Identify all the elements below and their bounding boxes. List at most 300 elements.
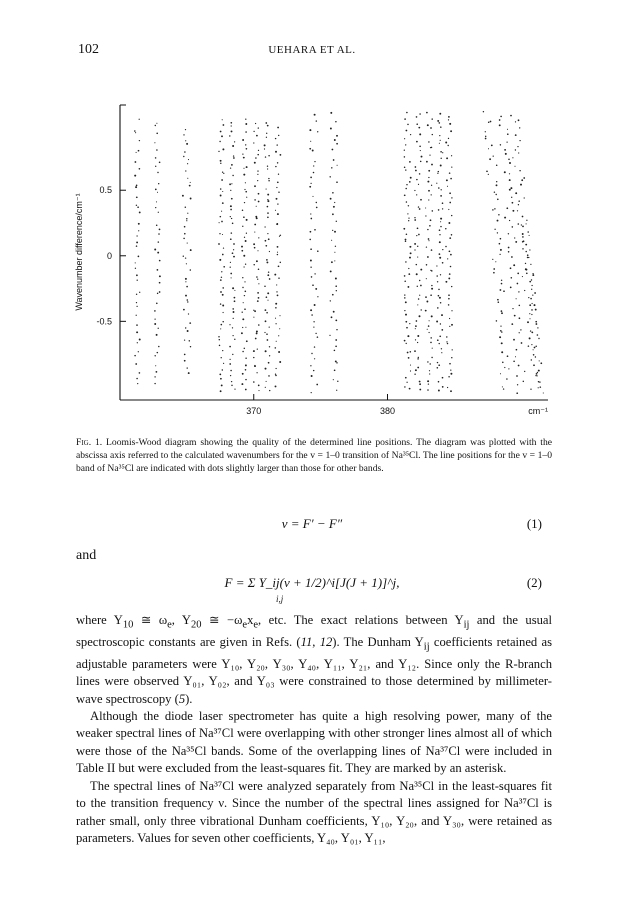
line-position-dot: [405, 188, 407, 190]
line-position-dot: [276, 198, 278, 200]
line-position-dot: [535, 375, 536, 376]
line-position-dot: [219, 233, 220, 234]
line-position-dot: [415, 166, 417, 168]
line-position-dot: [445, 228, 446, 229]
line-position-dot: [317, 296, 318, 297]
line-position-dot: [529, 337, 531, 339]
line-position-dot: [536, 373, 538, 375]
line-position-dot: [335, 121, 336, 122]
line-position-dot: [508, 247, 510, 249]
line-position-dot: [257, 348, 258, 349]
line-position-dot: [156, 201, 157, 202]
line-position-dot: [420, 269, 422, 271]
line-position-dot: [442, 208, 443, 209]
line-position-dot: [524, 197, 525, 198]
line-position-dot: [183, 156, 184, 157]
line-position-dot: [258, 269, 260, 271]
line-position-dot: [242, 226, 243, 227]
line-position-dot: [137, 280, 138, 281]
line-position-dot: [135, 186, 137, 188]
line-position-dot: [253, 381, 255, 383]
line-position-dot: [309, 239, 311, 241]
line-position-dot: [404, 340, 406, 342]
line-position-dot: [244, 295, 245, 296]
line-position-dot: [416, 116, 418, 118]
line-position-dot: [450, 130, 452, 132]
line-position-dot: [335, 278, 337, 280]
line-position-dot: [437, 339, 439, 341]
line-position-dot: [241, 250, 243, 252]
line-position-dot: [156, 334, 158, 336]
line-position-dot: [331, 316, 333, 318]
line-position-dot: [442, 377, 444, 379]
line-position-dot: [516, 349, 518, 351]
line-position-dot: [267, 168, 268, 169]
line-position-dot: [159, 260, 161, 262]
line-position-dot: [532, 294, 533, 295]
line-position-dot: [254, 224, 256, 226]
line-position-dot: [155, 166, 156, 167]
line-position-dot: [245, 264, 246, 265]
line-position-dot: [257, 154, 259, 156]
line-position-dot: [330, 270, 332, 272]
line-position-dot: [430, 270, 431, 271]
line-position-dot: [232, 252, 234, 254]
line-position-dot: [440, 158, 441, 159]
line-position-dot: [420, 150, 421, 151]
line-position-dot: [156, 123, 157, 124]
line-position-dot: [268, 180, 269, 181]
line-position-dot: [314, 273, 315, 274]
line-position-dot: [311, 392, 312, 393]
line-position-dot: [410, 134, 411, 135]
line-position-dot: [267, 216, 269, 218]
line-position-dot: [497, 299, 499, 301]
line-position-dot: [313, 172, 315, 174]
line-position-dot: [428, 240, 429, 241]
line-position-dot: [439, 241, 441, 243]
line-position-dot: [332, 149, 334, 151]
line-position-dot: [314, 304, 316, 306]
line-position-dot: [446, 157, 448, 159]
loomis-wood-chart: [0, 0, 624, 430]
line-position-dot: [442, 262, 444, 264]
line-position-dot: [317, 131, 318, 132]
line-position-dot: [510, 267, 512, 269]
line-position-dot: [427, 329, 428, 330]
line-position-dot: [501, 351, 503, 353]
line-position-dot: [419, 315, 421, 317]
line-position-dot: [242, 210, 244, 212]
line-position-dot: [264, 285, 266, 287]
line-position-dot: [511, 197, 512, 198]
line-position-dot: [492, 209, 494, 211]
line-position-dot: [414, 219, 416, 221]
line-position-dot: [222, 202, 224, 204]
line-position-dot: [496, 184, 498, 186]
line-position-dot: [221, 277, 222, 278]
line-position-dot: [265, 245, 267, 247]
line-position-dot: [427, 229, 428, 230]
line-position-dot: [231, 277, 232, 278]
line-position-dot: [277, 213, 279, 215]
line-position-dot: [242, 327, 243, 328]
line-position-dot: [310, 267, 311, 268]
line-position-dot: [510, 287, 512, 289]
line-position-dot: [491, 145, 493, 147]
line-position-dot: [310, 309, 312, 311]
line-position-dot: [137, 383, 138, 384]
line-position-dot: [510, 187, 512, 189]
line-position-dot: [518, 204, 519, 205]
line-position-dot: [245, 389, 247, 391]
line-position-dot: [334, 252, 335, 253]
line-position-dot: [410, 252, 412, 254]
line-position-dot: [269, 355, 270, 356]
line-position-dot: [494, 191, 495, 192]
line-position-dot: [438, 122, 440, 124]
line-position-dot: [416, 235, 417, 236]
line-position-dot: [526, 272, 528, 274]
line-position-dot: [186, 218, 188, 220]
line-position-dot: [501, 283, 503, 285]
line-position-dot: [430, 127, 432, 129]
paragraph-3: The spectral lines of Na³⁷Cl were analyzed separately from Na³⁵Cl in the least-squares fit to the transition frequency ν. Since the number of the spectral lines assigned for Na³⁷Cl is rather small, only three vibrational Dunham coefficients, Y₁₀, Y₂₀, and Y₃₀, were retained as parameters. Values for seven other coefficients, Y₄₀, Y₀₁, Y₁₁,: [76, 778, 552, 845]
line-position-dot: [486, 170, 488, 172]
line-position-dot: [157, 352, 158, 353]
line-position-dot: [514, 237, 515, 238]
line-position-dot: [439, 143, 440, 144]
line-position-dot: [229, 359, 230, 360]
line-position-dot: [269, 390, 270, 391]
line-position-dot: [258, 150, 259, 151]
line-position-dot: [529, 281, 531, 283]
line-position-dot: [136, 241, 138, 243]
line-position-dot: [512, 308, 513, 309]
line-position-dot: [258, 201, 260, 203]
line-position-dot: [431, 118, 432, 119]
line-position-dot: [134, 130, 136, 132]
line-position-dot: [242, 351, 244, 353]
line-position-dot: [190, 269, 192, 271]
line-position-dot: [243, 168, 244, 169]
line-position-dot: [183, 238, 185, 240]
line-position-dot: [256, 331, 258, 333]
line-position-dot: [421, 309, 422, 310]
line-position-dot: [498, 301, 500, 303]
line-position-dot: [185, 206, 186, 207]
line-position-dot: [416, 194, 417, 195]
line-position-dot: [242, 318, 244, 320]
line-position-dot: [267, 125, 269, 127]
line-position-dot: [254, 199, 256, 201]
line-position-dot: [521, 342, 523, 344]
line-position-dot: [414, 217, 415, 218]
line-position-dot: [499, 124, 501, 126]
line-position-dot: [452, 349, 453, 350]
line-position-dot: [330, 300, 331, 301]
line-position-dot: [230, 238, 232, 240]
line-position-dot: [415, 339, 416, 340]
line-position-dot: [513, 361, 515, 363]
line-position-dot: [230, 262, 231, 263]
line-position-dot: [159, 161, 161, 163]
line-position-dot: [258, 385, 260, 387]
line-position-dot: [449, 237, 451, 239]
line-position-dot: [268, 178, 269, 179]
line-position-dot: [154, 376, 155, 377]
line-position-dot: [404, 150, 405, 151]
line-position-dot: [439, 234, 440, 235]
line-position-dot: [157, 293, 158, 294]
line-position-dot: [508, 233, 509, 234]
line-position-dot: [277, 203, 278, 204]
line-position-dot: [537, 334, 539, 336]
line-position-dot: [440, 151, 442, 153]
line-position-dot: [220, 160, 222, 162]
line-position-dot: [256, 372, 257, 373]
line-position-dot: [246, 148, 248, 150]
line-position-dot: [334, 369, 336, 371]
line-position-dot: [231, 381, 232, 382]
line-position-dot: [529, 318, 530, 319]
line-position-dot: [446, 341, 447, 342]
line-position-dot: [257, 300, 259, 302]
line-position-dot: [156, 149, 158, 151]
line-position-dot: [417, 246, 418, 247]
line-position-dot: [409, 181, 411, 183]
line-position-dot: [279, 315, 280, 316]
line-position-dot: [231, 218, 232, 219]
line-position-dot: [255, 157, 257, 159]
line-position-dot: [437, 362, 438, 363]
line-position-dot: [441, 329, 443, 331]
line-position-dot: [253, 142, 254, 143]
line-position-dot: [418, 234, 420, 236]
line-position-dot: [419, 383, 421, 385]
line-position-dot: [232, 354, 233, 355]
line-position-dot: [316, 120, 317, 121]
line-position-dot: [496, 164, 498, 166]
line-position-dot: [275, 323, 276, 324]
line-position-dot: [136, 184, 138, 186]
line-position-dot: [417, 257, 418, 258]
line-position-dot: [485, 136, 486, 137]
line-position-dot: [231, 125, 232, 126]
line-position-dot: [529, 235, 530, 236]
line-position-dot: [246, 219, 248, 221]
line-position-dot: [222, 287, 224, 289]
line-position-dot: [517, 283, 519, 285]
line-position-dot: [337, 165, 338, 166]
line-position-dot: [139, 168, 141, 170]
line-position-dot: [276, 284, 277, 285]
line-position-dot: [334, 202, 335, 203]
line-position-dot: [257, 250, 258, 251]
line-position-dot: [432, 348, 433, 349]
line-position-dot: [331, 261, 333, 263]
line-position-dot: [221, 179, 223, 181]
line-position-dot: [447, 343, 448, 344]
line-position-dot: [428, 325, 430, 327]
line-position-dot: [220, 328, 221, 329]
line-position-dot: [267, 200, 269, 202]
line-position-dot: [408, 357, 410, 359]
line-position-dot: [500, 373, 501, 374]
line-position-dot: [442, 202, 444, 204]
line-position-dot: [440, 323, 441, 324]
line-position-dot: [530, 330, 531, 331]
line-position-dot: [500, 330, 502, 332]
line-position-dot: [155, 125, 156, 126]
line-position-dot: [156, 133, 158, 135]
line-position-dot: [410, 351, 412, 353]
line-position-dot: [514, 166, 515, 167]
line-position-dot: [135, 132, 136, 133]
line-position-dot: [245, 119, 246, 120]
line-position-dot: [334, 350, 336, 352]
line-position-dot: [409, 388, 411, 390]
line-position-dot: [516, 298, 517, 299]
line-position-dot: [509, 179, 511, 181]
line-position-dot: [231, 164, 233, 166]
line-position-dot: [409, 257, 411, 259]
line-position-dot: [430, 337, 432, 339]
line-position-dot: [138, 351, 139, 352]
line-position-dot: [246, 197, 247, 198]
line-position-dot: [243, 216, 245, 218]
line-position-dot: [496, 320, 498, 322]
line-position-dot: [431, 147, 433, 149]
line-position-dot: [159, 275, 161, 277]
line-position-dot: [219, 222, 220, 223]
line-position-dot: [426, 112, 428, 114]
line-position-dot: [190, 346, 191, 347]
line-position-dot: [336, 290, 337, 291]
line-position-dot: [229, 183, 231, 185]
equation-1: ν = F′ − F″: [281, 516, 343, 531]
line-position-dot: [404, 138, 405, 139]
line-position-dot: [268, 271, 269, 272]
line-position-dot: [507, 133, 509, 135]
line-position-dot: [509, 173, 510, 174]
line-position-dot: [310, 365, 311, 366]
line-position-dot: [188, 159, 189, 160]
line-position-dot: [429, 363, 430, 364]
line-position-dot: [494, 208, 495, 209]
line-position-dot: [269, 251, 270, 252]
line-position-dot: [219, 259, 221, 261]
line-position-dot: [243, 255, 245, 257]
line-position-dot: [187, 243, 188, 244]
line-position-dot: [137, 342, 138, 343]
line-position-dot: [185, 278, 187, 280]
line-position-dot: [428, 141, 429, 142]
line-position-dot: [265, 387, 266, 388]
line-position-dot: [500, 116, 502, 118]
line-position-dot: [331, 240, 332, 241]
line-position-dot: [431, 285, 432, 286]
line-position-dot: [253, 310, 254, 311]
line-position-dot: [241, 332, 243, 334]
line-position-dot: [275, 166, 276, 167]
line-position-dot: [316, 202, 317, 203]
y-tick-label: -0.5: [96, 316, 112, 327]
line-position-dot: [229, 346, 231, 348]
line-position-dot: [522, 233, 524, 235]
line-position-dot: [448, 222, 450, 224]
line-position-dot: [526, 220, 527, 221]
line-position-dot: [404, 386, 405, 387]
line-position-dot: [522, 248, 523, 249]
line-position-dot: [244, 308, 246, 310]
line-position-dot: [264, 332, 265, 333]
line-position-dot: [222, 294, 224, 296]
line-position-dot: [419, 381, 421, 383]
line-position-dot: [437, 173, 438, 174]
line-position-dot: [415, 170, 417, 172]
line-position-dot: [154, 323, 156, 325]
line-position-dot: [233, 311, 235, 313]
line-position-dot: [244, 281, 245, 282]
line-position-dot: [520, 329, 521, 330]
line-position-dot: [234, 300, 236, 302]
line-position-dot: [527, 321, 529, 323]
line-position-dot: [221, 384, 223, 386]
line-position-dot: [450, 178, 452, 180]
line-position-dot: [517, 223, 519, 225]
line-position-dot: [405, 144, 406, 145]
line-position-dot: [269, 346, 270, 347]
line-position-dot: [441, 348, 442, 349]
line-position-dot: [242, 139, 244, 141]
line-position-dot: [522, 226, 524, 228]
y-tick-label: 0: [106, 250, 112, 261]
line-position-dot: [230, 190, 231, 191]
line-position-dot: [230, 209, 232, 211]
line-position-dot: [159, 291, 161, 293]
line-position-dot: [416, 141, 418, 143]
line-position-dot: [314, 358, 315, 359]
line-position-dot: [136, 315, 137, 316]
line-position-dot: [135, 262, 136, 263]
line-position-dot: [245, 357, 246, 358]
line-position-dot: [245, 131, 247, 133]
line-position-dot: [405, 130, 407, 132]
line-position-dot: [242, 287, 243, 288]
line-position-dot: [230, 122, 232, 124]
line-position-dot: [157, 192, 158, 193]
line-position-dot: [134, 161, 136, 163]
line-position-dot: [520, 184, 522, 186]
line-position-dot: [407, 213, 408, 214]
line-position-dot: [245, 191, 247, 193]
line-position-dot: [505, 153, 507, 155]
line-position-dot: [448, 304, 450, 306]
line-position-dot: [276, 187, 277, 188]
line-position-dot: [317, 250, 319, 252]
line-position-dot: [223, 173, 224, 174]
line-position-dot: [440, 126, 442, 128]
line-position-dot: [335, 345, 337, 347]
line-position-dot: [415, 325, 417, 327]
line-position-dot: [501, 310, 503, 312]
line-position-dot: [254, 365, 255, 366]
line-position-dot: [231, 232, 232, 233]
line-position-dot: [186, 143, 188, 145]
line-position-dot: [415, 328, 416, 329]
line-position-dot: [186, 263, 187, 264]
